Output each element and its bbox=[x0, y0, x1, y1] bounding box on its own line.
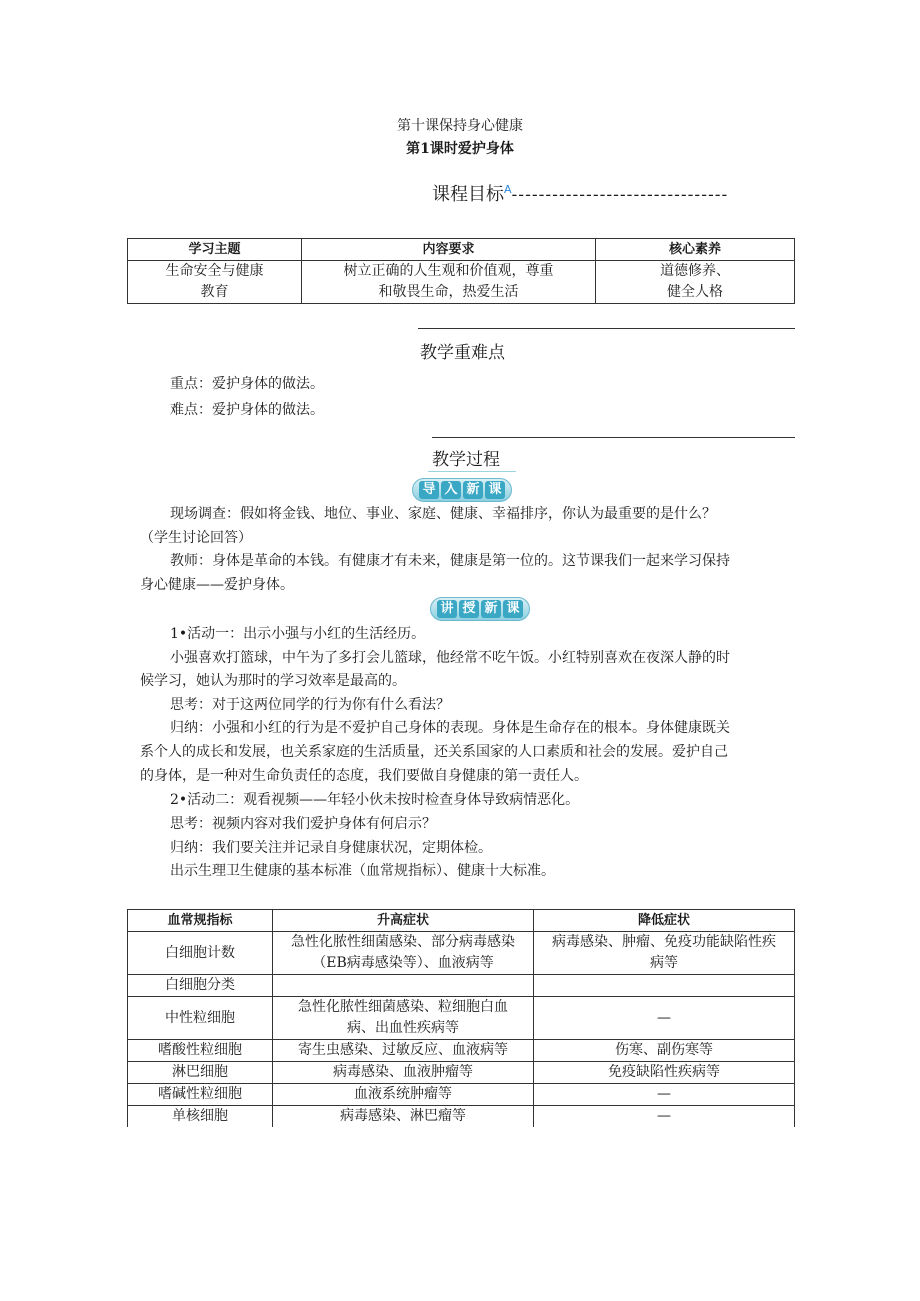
badge-char: 课 bbox=[485, 481, 505, 499]
header-down: 降低症状 bbox=[534, 910, 795, 932]
objectives-heading-text: 课程目标 bbox=[432, 184, 504, 205]
cell-down: — bbox=[534, 1106, 795, 1128]
cell-down: — bbox=[534, 997, 795, 1040]
cell-line: 病毒感染、肿瘤、免疫功能缺陷性疾 bbox=[552, 934, 776, 950]
story-line: 候学习，她认为那时的学习效率是最高的。 bbox=[140, 673, 406, 689]
table-row bbox=[128, 261, 795, 304]
cell-indicator: 嗜碱性粒细胞 bbox=[128, 1084, 273, 1106]
cell-indicator: 白细胞计数 bbox=[128, 932, 273, 975]
section-title: 第1课时爱护身体 bbox=[406, 141, 514, 157]
cell-down bbox=[534, 975, 795, 997]
table-row bbox=[128, 1040, 795, 1062]
cell-down: 免疫缺陷性疾病等 bbox=[534, 1062, 795, 1084]
summary-2: 归纳：我们要关注并记录自身健康状况，定期体检。 bbox=[170, 840, 492, 856]
objectives-heading bbox=[432, 180, 728, 206]
cell-line: 急性化脓性细菌感染、粒细胞白血 bbox=[298, 999, 508, 1015]
cell-indicator: 嗜酸性粒细胞 bbox=[128, 1040, 273, 1062]
objectives-dashes: -------------------------------- bbox=[511, 185, 729, 204]
cell-indicator: 中性粒细胞 bbox=[128, 997, 273, 1040]
summary-line: 归纳：小强和小红的行为是不爱护自己身体的表现。身体是生命存在的根本。身体健康既关 bbox=[170, 720, 730, 736]
teach-badge bbox=[430, 597, 530, 621]
cell-down: — bbox=[534, 1084, 795, 1106]
cell-line: （EB病毒感染等）、血液病等 bbox=[312, 955, 494, 971]
badge-char: 新 bbox=[463, 481, 483, 499]
cell-literacy bbox=[596, 261, 795, 304]
intro-badge bbox=[412, 478, 512, 502]
header-literacy: 核心素养 bbox=[596, 239, 795, 261]
intro-line: 教师：身体是革命的本钱。有健康才有未来，健康是第一位的。这节课我们一起来学习保持 bbox=[170, 553, 730, 569]
cell-line: 教育 bbox=[200, 284, 229, 300]
table-row bbox=[128, 1084, 795, 1106]
badge-char: 讲 bbox=[437, 600, 457, 618]
cell-up: 病毒感染、血液肿瘤等 bbox=[273, 1062, 534, 1084]
table-row bbox=[128, 975, 795, 997]
intro-line: 现场调查：假如将金钱、地位、事业、家庭、健康、幸福排序，你认为最重要的是什么？ bbox=[170, 506, 716, 522]
story-line: 小强喜欢打篮球，中午为了多打会儿篮球，他经常不吃午饭。小红特别喜欢在夜深人静的时 bbox=[170, 650, 730, 666]
cell-down bbox=[534, 932, 795, 975]
objectives-table bbox=[127, 238, 795, 304]
header-requirement: 内容要求 bbox=[302, 239, 596, 261]
badge-char: 导 bbox=[419, 481, 439, 499]
cell-up bbox=[273, 975, 534, 997]
blood-table-header bbox=[128, 910, 795, 932]
keypoints-heading: 教学重难点 bbox=[420, 343, 505, 363]
objectives-mark: A bbox=[504, 183, 512, 196]
badge-char: 授 bbox=[459, 600, 479, 618]
show-standards: 出示生理卫生健康的基本标准（血常规指标）、健康十大标准。 bbox=[170, 863, 555, 879]
difficult-point: 难点：爱护身体的做法。 bbox=[170, 402, 324, 418]
badge-char: 新 bbox=[481, 600, 501, 618]
think-1: 思考：对于这两位同学的行为你有什么看法？ bbox=[170, 697, 450, 713]
cell-up bbox=[273, 997, 534, 1040]
cell-up bbox=[273, 932, 534, 975]
cell-up: 寄生虫感染、过敏反应、血液病等 bbox=[273, 1040, 534, 1062]
cell-indicator: 淋巴细胞 bbox=[128, 1062, 273, 1084]
divider bbox=[428, 471, 516, 472]
important-point: 重点：爱护身体的做法。 bbox=[170, 376, 324, 392]
cell-up: 血液系统肿瘤等 bbox=[273, 1084, 534, 1106]
cell-up: 病毒感染、淋巴瘤等 bbox=[273, 1106, 534, 1128]
intro-line: 身心健康——爱护身体。 bbox=[140, 577, 294, 593]
intro-line: （学生讨论回答） bbox=[140, 530, 252, 546]
header-topic: 学习主题 bbox=[128, 239, 302, 261]
header-indicator: 血常规指标 bbox=[128, 910, 273, 932]
cell-line: 病等 bbox=[650, 955, 678, 971]
blood-table bbox=[127, 909, 795, 1127]
badge-char: 入 bbox=[441, 481, 461, 499]
cell-line: 和敬畏生命，热爱生活 bbox=[378, 284, 519, 300]
objectives-table-header bbox=[128, 239, 795, 261]
table-row bbox=[128, 1062, 795, 1084]
divider bbox=[432, 437, 795, 438]
cell-down: 伤寒、副伤寒等 bbox=[534, 1040, 795, 1062]
header-up: 升高症状 bbox=[273, 910, 534, 932]
cell-line: 树立正确的人生观和价值观，尊重 bbox=[343, 263, 554, 279]
cell-line: 急性化脓性细菌感染、部分病毒感染 bbox=[291, 934, 515, 950]
cell-requirement bbox=[302, 261, 596, 304]
table-row bbox=[128, 1106, 795, 1128]
summary-line: 系个人的成长和发展，也关系家庭的生活质量，还关系国家的人口素质和社会的发展。爱护自己 bbox=[140, 744, 728, 760]
cell-indicator: 白细胞分类 bbox=[128, 975, 273, 997]
badge-char: 课 bbox=[503, 600, 523, 618]
cell-line: 健全人格 bbox=[667, 284, 723, 300]
table-row bbox=[128, 997, 795, 1040]
table-row bbox=[128, 932, 795, 975]
summary-line: 的身体，是一种对生命负责任的态度，我们要做自身健康的第一责任人。 bbox=[140, 768, 588, 784]
cell-line: 生命安全与健康 bbox=[165, 263, 264, 279]
lesson-title: 第十课保持身心健康 bbox=[397, 118, 523, 134]
divider bbox=[418, 328, 795, 329]
activity-2: 2•活动二：观看视频——年轻小伙未按时检查身体导致病情恶化。 bbox=[170, 792, 580, 808]
cell-indicator: 单核细胞 bbox=[128, 1106, 273, 1128]
cell-line: 道德修养、 bbox=[660, 263, 730, 279]
activity-1: 1•活动一：出示小强与小红的生活经历。 bbox=[170, 626, 426, 642]
process-heading: 教学过程 bbox=[432, 450, 500, 470]
cell-line: 病、出血性疾病等 bbox=[347, 1020, 459, 1036]
cell-topic bbox=[128, 261, 302, 304]
think-2: 思考：视频内容对我们爱护身体有何启示？ bbox=[170, 816, 436, 832]
